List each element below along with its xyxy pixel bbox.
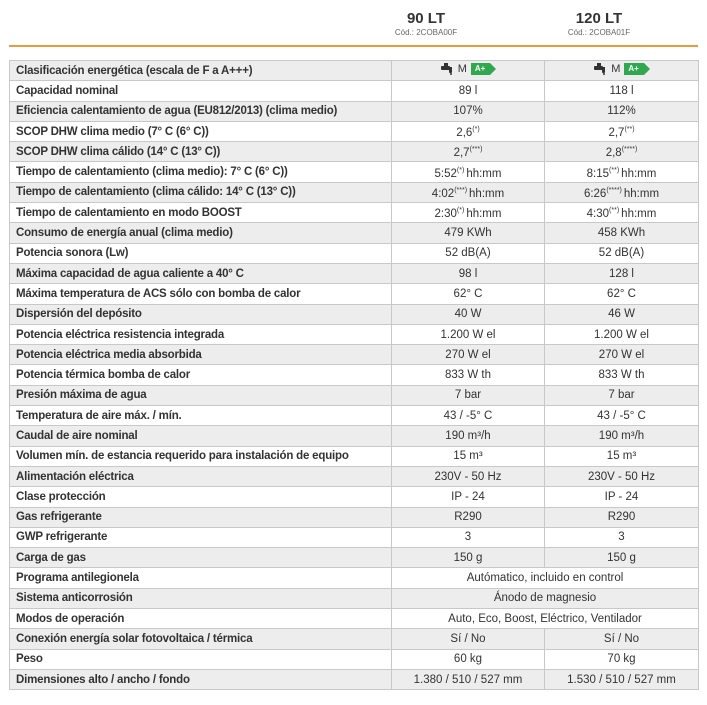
value: 3 bbox=[618, 531, 625, 544]
row-label: Sistema anticorrosión bbox=[10, 588, 392, 608]
value-cell bbox=[545, 121, 699, 141]
table-row bbox=[10, 81, 699, 101]
value: 2,7 bbox=[453, 147, 470, 160]
table-row bbox=[10, 466, 699, 486]
table-row bbox=[10, 263, 699, 283]
table-row bbox=[10, 629, 699, 649]
value-cell bbox=[545, 466, 699, 486]
table-row bbox=[10, 142, 699, 162]
energy-class-badge: A+ bbox=[624, 63, 643, 75]
value: Sí / No bbox=[603, 632, 640, 645]
value-cell bbox=[392, 162, 545, 182]
row-label: Gas refrigerante bbox=[10, 507, 392, 527]
value: 15 m³ bbox=[606, 450, 637, 463]
row-label: Temperatura de aire máx. / mín. bbox=[10, 406, 392, 426]
load-profile: M bbox=[457, 63, 467, 76]
value-cell bbox=[392, 385, 545, 405]
unit: hh:mm bbox=[466, 208, 502, 221]
value-cell bbox=[545, 669, 699, 689]
value-cell bbox=[392, 284, 545, 304]
value: 7 bar bbox=[454, 389, 482, 402]
row-label: Tiempo de calentamiento (clima medio): 7° C (6° C)) bbox=[10, 162, 392, 182]
table-row bbox=[10, 527, 699, 547]
value-cell bbox=[545, 101, 699, 121]
column-title: 90 LT bbox=[406, 10, 446, 27]
value: 2,7 bbox=[608, 127, 625, 140]
row-label: SCOP DHW clima medio (7° C (6° C)) bbox=[10, 121, 392, 141]
value-cell bbox=[392, 649, 545, 669]
table-row bbox=[10, 243, 699, 263]
value: 2:30 bbox=[434, 208, 457, 221]
value-cell bbox=[545, 223, 699, 243]
value-cell bbox=[545, 81, 699, 101]
unit: hh:mm bbox=[466, 167, 502, 180]
table-row bbox=[10, 446, 699, 466]
unit: hh:mm bbox=[621, 208, 657, 221]
row-label: Potencia eléctrica media absorbida bbox=[10, 345, 392, 365]
value: 128 l bbox=[609, 267, 634, 280]
unit: hh:mm bbox=[623, 187, 660, 200]
row-label: Máxima temperatura de ACS sólo con bomba de calor bbox=[10, 284, 392, 304]
value: 1.200 W el bbox=[594, 328, 649, 341]
value-cell bbox=[392, 487, 545, 507]
product-code: Cód.: 2COBA01F bbox=[567, 28, 631, 37]
value: 112% bbox=[607, 105, 636, 118]
table-row bbox=[10, 223, 699, 243]
value: 6:26 bbox=[583, 187, 607, 200]
table-row bbox=[10, 385, 699, 405]
value: 833 W th bbox=[444, 369, 492, 382]
value: 190 m³/h bbox=[445, 429, 491, 442]
value: 2,6 bbox=[456, 127, 473, 140]
row-label: Potencia eléctrica resistencia integrada bbox=[10, 324, 392, 344]
column-header-90lt bbox=[368, 10, 484, 38]
value: 8:15 bbox=[586, 167, 610, 180]
value: 107% bbox=[453, 105, 483, 118]
table-row bbox=[10, 548, 699, 568]
table-row bbox=[10, 649, 699, 669]
footnote-mark: (***) bbox=[454, 186, 468, 194]
value-cell bbox=[392, 223, 545, 243]
table-row bbox=[10, 162, 699, 182]
table-row bbox=[10, 121, 699, 141]
specifications-table bbox=[9, 60, 699, 690]
value-cell bbox=[545, 548, 699, 568]
row-label: Carga de gas bbox=[10, 548, 392, 568]
value: 15 m³ bbox=[453, 450, 483, 463]
product-code: Cód.: 2COBA00F bbox=[394, 28, 458, 37]
value: IP - 24 bbox=[451, 490, 485, 503]
value: 62° C bbox=[453, 287, 483, 300]
value: 1.380 / 510 / 527 mm bbox=[413, 673, 523, 686]
merged-value-cell: Auto, Eco, Boost, Eléctrico, Ventilador bbox=[392, 609, 699, 629]
value: R290 bbox=[454, 511, 482, 524]
value: Sí / No bbox=[450, 632, 486, 645]
footnote-mark: (**) bbox=[624, 126, 635, 134]
row-label: Eficiencia calentamiento de agua (EU812/2013) (clima medio) bbox=[10, 101, 392, 121]
row-label: Tiempo de calentamiento en modo BOOST bbox=[10, 203, 392, 223]
row-label: Potencia térmica bomba de calor bbox=[10, 365, 392, 385]
row-label: Conexión energía solar fotovoltaica / térmica bbox=[10, 629, 392, 649]
value-cell bbox=[545, 162, 699, 182]
value-cell bbox=[545, 203, 699, 223]
value-cell bbox=[392, 121, 545, 141]
row-label: Dispersión del depósito bbox=[10, 304, 392, 324]
value: 190 m³/h bbox=[598, 429, 645, 442]
header-divider bbox=[9, 45, 698, 47]
value-cell bbox=[392, 263, 545, 283]
row-label: Máxima capacidad de agua caliente a 40° C bbox=[10, 263, 392, 283]
row-label: SCOP DHW clima cálido (14° C (13° C)) bbox=[10, 142, 392, 162]
value-cell bbox=[545, 182, 699, 202]
table-row bbox=[10, 345, 699, 365]
value-cell bbox=[545, 649, 699, 669]
table-row bbox=[10, 507, 699, 527]
value-cell bbox=[392, 345, 545, 365]
value-cell bbox=[545, 446, 699, 466]
table-row bbox=[10, 588, 699, 608]
value-cell bbox=[545, 263, 699, 283]
table-row bbox=[10, 406, 699, 426]
column-title: 120 LT bbox=[575, 10, 623, 27]
footnote-mark: (*) bbox=[456, 207, 465, 215]
value-cell bbox=[545, 527, 699, 547]
value: 70 kg bbox=[607, 653, 636, 666]
value-cell bbox=[392, 527, 545, 547]
value: 479 KWh bbox=[444, 227, 492, 240]
value: 52 dB(A) bbox=[445, 247, 491, 260]
row-label: Programa antilegionela bbox=[10, 568, 392, 588]
load-profile: M bbox=[611, 63, 621, 76]
table-row bbox=[10, 365, 699, 385]
faucet-icon bbox=[440, 63, 454, 75]
value: 60 kg bbox=[453, 653, 483, 666]
merged-value-cell: Ánodo de magnesio bbox=[392, 588, 699, 608]
value-cell bbox=[392, 629, 545, 649]
row-label: Dimensiones alto / ancho / fondo bbox=[10, 669, 392, 689]
value: 46 W bbox=[608, 308, 635, 321]
row-label: Tiempo de calentamiento (clima cálido: 14° C (13° C)) bbox=[10, 182, 392, 202]
value: 4:02 bbox=[431, 187, 455, 200]
footnote-mark: (*) bbox=[472, 126, 480, 134]
row-label: Clase protección bbox=[10, 487, 392, 507]
value-cell bbox=[392, 182, 545, 202]
energy-class-badge: A+ bbox=[471, 63, 490, 75]
value: 1.530 / 510 / 527 mm bbox=[567, 673, 676, 686]
value-cell bbox=[545, 406, 699, 426]
table-row bbox=[10, 304, 699, 324]
row-label: Volumen mín. de estancia requerido para instalación de equipo bbox=[10, 446, 392, 466]
row-label: Modos de operación bbox=[10, 609, 392, 629]
value-cell bbox=[392, 426, 545, 446]
table-row bbox=[10, 182, 699, 202]
table-header bbox=[0, 0, 707, 46]
value-cell bbox=[545, 243, 699, 263]
unit: hh:mm bbox=[621, 167, 657, 180]
row-label: Consumo de energía anual (clima medio) bbox=[10, 223, 392, 243]
value: 7 bar bbox=[608, 389, 635, 402]
value-cell bbox=[545, 629, 699, 649]
value: 150 g bbox=[453, 551, 483, 564]
value-cell bbox=[545, 284, 699, 304]
value: 2,8 bbox=[605, 147, 622, 160]
table-row bbox=[10, 203, 699, 223]
row-label: Peso bbox=[10, 649, 392, 669]
value-cell bbox=[545, 365, 699, 385]
value-cell bbox=[545, 487, 699, 507]
value-cell bbox=[392, 669, 545, 689]
row-label: Alimentación eléctrica bbox=[10, 466, 392, 486]
value-cell bbox=[392, 101, 545, 121]
energy-class-cell bbox=[392, 61, 545, 81]
value: 118 l bbox=[609, 84, 634, 97]
value: 458 KWh bbox=[597, 227, 646, 240]
value: 1.200 W el bbox=[440, 328, 496, 341]
footnote-mark: (**) bbox=[609, 166, 620, 174]
table-row bbox=[10, 284, 699, 304]
value: 89 l bbox=[458, 84, 478, 97]
footnote-mark: (****) bbox=[621, 146, 638, 154]
value-cell bbox=[545, 142, 699, 162]
value: 43 / -5° C bbox=[597, 409, 646, 422]
value: 40 W bbox=[454, 308, 482, 321]
value: 3 bbox=[464, 531, 472, 544]
footnote-mark: (*) bbox=[456, 166, 465, 174]
table-row bbox=[10, 101, 699, 121]
value: 270 W el bbox=[445, 348, 491, 361]
faucet-icon bbox=[593, 63, 607, 75]
row-label: Capacidad nominal bbox=[10, 81, 392, 101]
footnote-mark: (***) bbox=[469, 146, 483, 154]
value: R290 bbox=[607, 511, 636, 524]
table-row bbox=[10, 487, 699, 507]
value-cell bbox=[545, 345, 699, 365]
value-cell bbox=[392, 365, 545, 385]
value: 98 l bbox=[458, 267, 478, 280]
value: 150 g bbox=[607, 551, 636, 564]
value-cell bbox=[392, 304, 545, 324]
column-header-120lt bbox=[540, 10, 658, 38]
table-row bbox=[10, 609, 699, 629]
table-row bbox=[10, 426, 699, 446]
value: 270 W el bbox=[598, 348, 645, 361]
value: 52 dB(A) bbox=[598, 247, 645, 260]
value: 230V - 50 Hz bbox=[587, 470, 656, 483]
footnote-mark: (**) bbox=[609, 207, 620, 215]
value-cell bbox=[392, 446, 545, 466]
table-row bbox=[10, 669, 699, 689]
unit: hh:mm bbox=[469, 187, 505, 200]
value-cell bbox=[392, 466, 545, 486]
row-label: Presión máxima de agua bbox=[10, 385, 392, 405]
value: IP - 24 bbox=[604, 490, 639, 503]
table-row bbox=[10, 324, 699, 344]
value-cell bbox=[392, 406, 545, 426]
row-label: GWP refrigerante bbox=[10, 527, 392, 547]
value: 4:30 bbox=[586, 208, 610, 221]
value-cell bbox=[392, 203, 545, 223]
footnote-mark: (****) bbox=[606, 186, 622, 194]
row-label: Clasificación energética (escala de F a A+++) bbox=[10, 61, 392, 81]
energy-class-cell bbox=[545, 61, 699, 81]
value: 833 W th bbox=[598, 369, 645, 382]
value-cell bbox=[392, 324, 545, 344]
value: 5:52 bbox=[434, 167, 457, 180]
value-cell bbox=[392, 243, 545, 263]
value: 62° C bbox=[607, 287, 636, 300]
value: 43 / -5° C bbox=[443, 409, 493, 422]
value-cell bbox=[545, 426, 699, 446]
table-row bbox=[10, 61, 699, 81]
value-cell bbox=[392, 507, 545, 527]
value-cell bbox=[392, 548, 545, 568]
row-label: Caudal de aire nominal bbox=[10, 426, 392, 446]
row-label: Potencia sonora (Lw) bbox=[10, 243, 392, 263]
value: 230V - 50 Hz bbox=[434, 470, 502, 483]
value-cell bbox=[545, 385, 699, 405]
value-cell bbox=[545, 507, 699, 527]
value-cell bbox=[545, 304, 699, 324]
table-row bbox=[10, 568, 699, 588]
value-cell bbox=[392, 81, 545, 101]
merged-value-cell: Autómatico, incluido en control bbox=[392, 568, 699, 588]
value-cell bbox=[545, 324, 699, 344]
value-cell bbox=[392, 142, 545, 162]
